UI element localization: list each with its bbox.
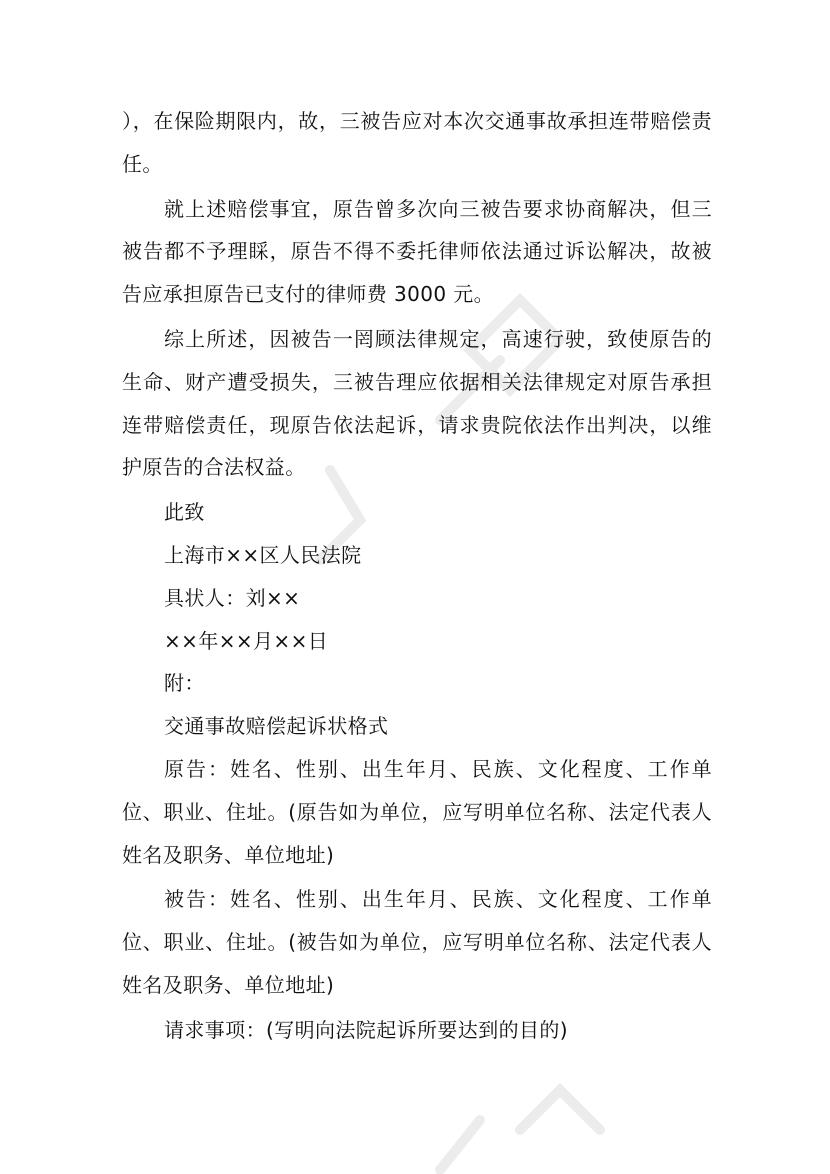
- document-body: [122, 100, 712, 1054]
- signer: 具状人：刘××: [164, 585, 301, 610]
- salutation: 此致: [164, 500, 205, 525]
- paragraph-liability: ），在保险期限内，故，三被告应对本次交通事故承担连带赔偿责任。: [122, 109, 712, 176]
- template-plaintiff: 原告：姓名、性别、出生年月、民族、文化程度、工作单位、职业、住址。(原告如为单位，应写明单位名称、法定代表人姓名及职务、单位地址): [122, 756, 712, 867]
- date-line: ××年××月××日: [164, 628, 329, 653]
- template-claims: 请求事项：(写明向法院起诉所要达到的目的): [164, 1017, 569, 1042]
- court-name: 上海市××区人民法院: [164, 542, 362, 567]
- paragraph-lawyer-fee: 就上述赔偿事宜，原告曾多次向三被告要求协商解决，但三被告都不予理睬，原告不得不委托律师依法通过诉讼解决，故被告应承担原告已支付的律师费 3000 元。: [122, 196, 712, 307]
- paragraph-summary: 综上所述，因被告一罔顾法律规定，高速行驶，致使原告的生命、财产遭受损失，三被告理应依据相关法律规定对原告承担连带赔偿责任，现原告依法起诉，请求贵院依法作出判决，以维护原告的合法权益。: [122, 326, 712, 480]
- template-title: 交通事故赔偿起诉状格式: [164, 714, 389, 739]
- attachment-label: 附：: [164, 671, 205, 696]
- template-defendant: 被告：姓名、性别、出生年月、民族、文化程度、工作单位、职业、住址。(被告如为单位，应写明单位名称、法定代表人姓名及职务、单位地址): [122, 887, 712, 997]
